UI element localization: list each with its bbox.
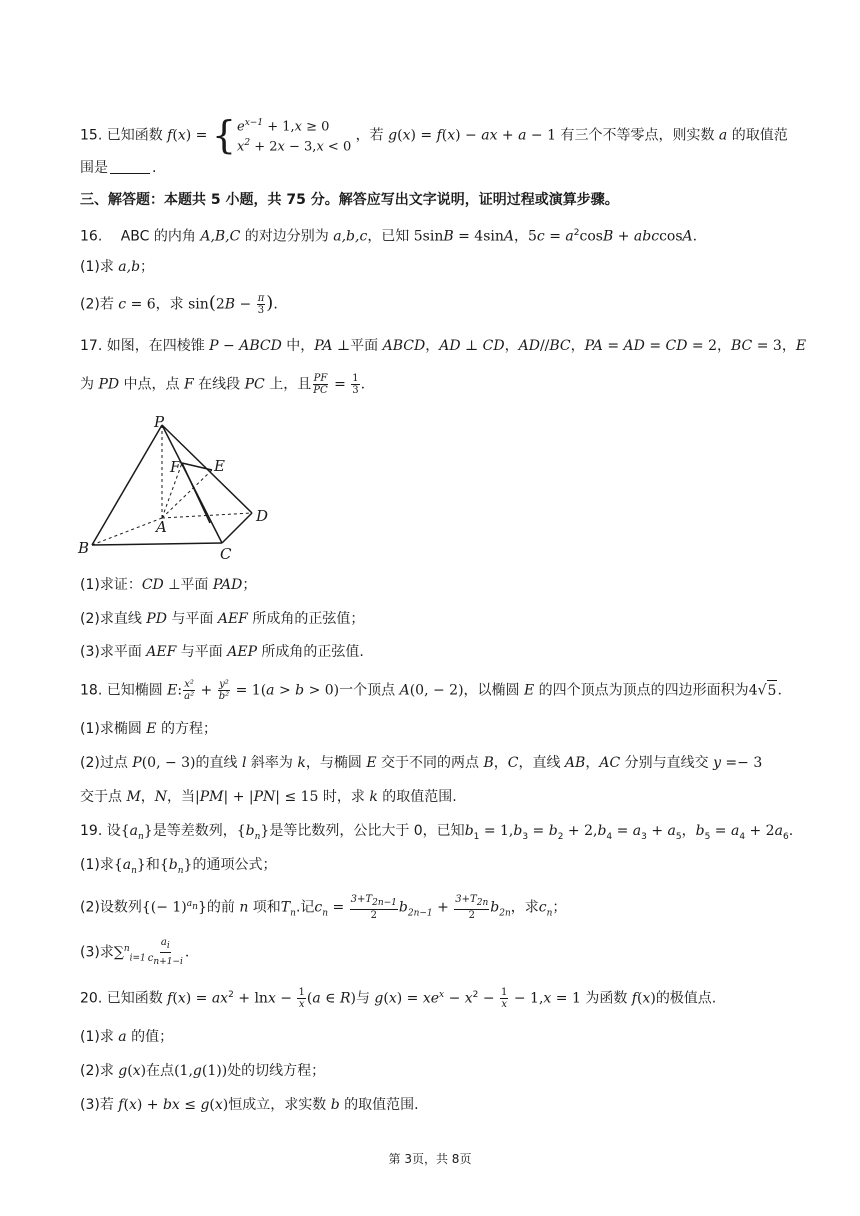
section-3-heading: 三、解答题：本题共 5 小题，共 75 分。解答应写出文字说明，证明过程或演算步骤。 [80, 192, 619, 208]
problem-17-part2: (2)求直线 PD 与平面 AEF 所成角的正弦值； [80, 611, 365, 627]
problem-16-stem: 16. ABC 的内角 A,B,C 的对边分别为 a,b,c，已知 5sinB = 4sinA，$5c = a^2\cos B + abccosA$. [80, 228, 698, 245]
label-P: P [154, 413, 165, 431]
label-C: C [220, 545, 232, 563]
problem-17-stem: 17. 如图，在四棱锥 P − ABCD 中，PA ⊥平面 ABCD，AD ⊥ CD，AD//BC，PA = AD = CD = 2，BC = 3，E [80, 338, 807, 354]
label-E: E [214, 457, 225, 475]
problem-18-part1: (1)求椭圆 E 的方程； [80, 721, 217, 737]
problem-17-stem-line2: 为 PD 中点，点 F 在线段 PC 上，且 $\frac{PF}{PC}$ = $\frac{1}{3}$ . [80, 373, 366, 396]
pyramid-figure [78, 413, 282, 565]
problem-15-line2: 围是 . [80, 160, 157, 176]
problem-18-stem: 18. 已知椭圆 E: $\frac{\text{x²}}{\text{a²}}$ + $\frac{\text{y²}}{\text{b²}}$ = 1(a > b > 0)一个顶点 A(0, − 2)，以椭圆 E 的四个顶点为顶点的四边形面积为4√5. [80, 679, 782, 702]
problem-15-line1: 15. 已知函数 f(x) = { $e^{x-1} + 1,x \ge 0$ $x^2 + 2x - 3,x < 0$ ，若 g(x) = f(x) − ax + a − 1 有三个不等零点，则实数 a 的取值范 [80, 113, 788, 158]
problem-19-part1: (1)求$\{a_n\}$和$\{b_n\}$的通项公式； [80, 857, 277, 876]
problem-16-part1: (1)求 a,b； [80, 259, 155, 275]
problem-20-part3: (3)若 f(x) + bx ≤ g(x)恒成立，求实数 b 的取值范围. [80, 1097, 419, 1113]
problem-20-part1: (1)求 a 的值； [80, 1029, 174, 1045]
problem-19-part3: (3)求∑$^n_{i=1}$ $\frac{a_i}{c_{n+1-i}}$ . [80, 937, 190, 967]
problem-18-part2-line2: 交于点 M，N，当|PM| + |PN| ≤ 15 时，求 k 的取值范围. [80, 789, 457, 805]
label-D: D [256, 507, 269, 525]
page-footer: 第 3页，共 8页 [388, 1152, 472, 1166]
piecewise-brace: { $e^{x-1} + 1,x \ge 0$ $x^2 + 2x - 3,x < 0$ [211, 113, 352, 158]
problem-18-part2: (2)过点 P(0, − 3)的直线 l 斜率为 k，与椭圆 E 交于不同的两点 B，C，直线 AB，AC 分别与直线交 y =− 3 [80, 755, 763, 771]
problem-20-stem: 20. 已知函数 $f(x) = ax^2 + \ln x$ − $\frac{1}{x}$ (a ∈ R)与 $g(x) = xe^x - x^2$ − $\frac{1}{x}$ − 1,x = 1 为函数 f(x)的极值点. [80, 987, 717, 1011]
problem-17-part1: (1)求证：CD ⊥平面 PAD； [80, 577, 257, 593]
label-B: B [78, 539, 90, 557]
problem-19-stem: 19. 设$\{a_n\}$是等差数列，$\{b_n\}$是等比数列，公比大于 0，已知$b_1 = 1,b_3 = b_2 + 2,b_4 = a_3 + a_5$，$b_5 = a_4 + 2a_6$. [80, 823, 794, 842]
problem-20-part2: (2)求 g(x)在点(1,g(1))处的切线方程； [80, 1063, 326, 1079]
label-F: F [170, 458, 181, 476]
answer-blank [110, 173, 150, 174]
problem-16-part2: (2)若 c = 6，求 sin(2B − $\frac{\pi}{3}$ ). [80, 292, 278, 316]
problem-19-part2: (2)设数列{(− 1)$^{a_n}$}的前 n 项和$T_n$.记$c_n$ = $\frac{3+T_{2n-1}}{2}$ $b_{2n-1}$ + $\frac{3+T_{2n}}{2}$ $b_{2n}$，求$c_n$； [80, 894, 567, 922]
label-A: A [156, 518, 167, 536]
problem-17-part3: (3)求平面 AEF 与平面 AEP 所成角的正弦值. [80, 644, 364, 660]
